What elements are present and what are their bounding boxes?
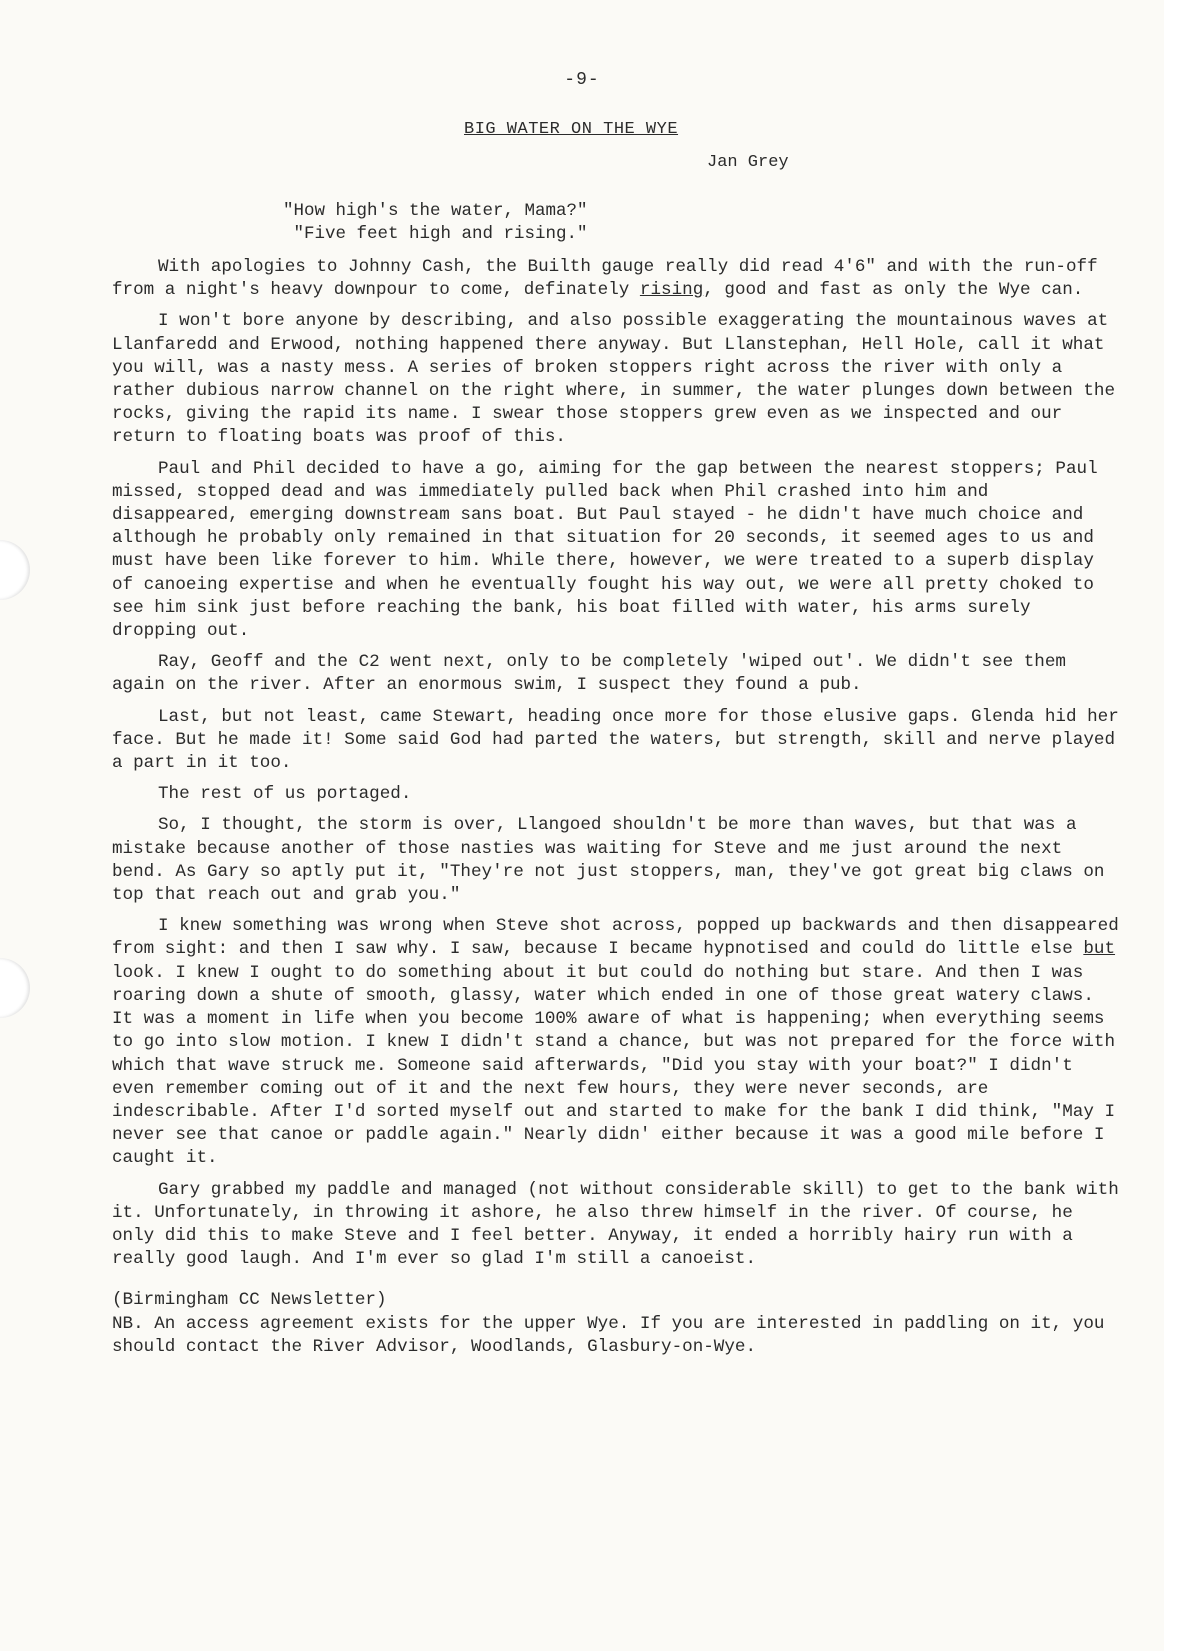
epigraph <box>283 200 588 246</box>
punch-hole-lower <box>0 958 30 1018</box>
paragraph-1-text-a: With apologies to Johnny Cash, the Builth gauge really did read 4'6" and with the run-off from a night's heavy downpour to come, definately <box>112 257 1098 301</box>
punch-hole-upper <box>0 540 30 600</box>
paragraph-3: Paul and Phil decided to have a go, aiming for the gap between the nearest stoppers; Paul missed, stopped dead and was immediately pulled back when Phil crashed into him and disappeared, emerging downstream sans boat. But Paul stayed - he didn't have much choice and although he probably only remained in that situation for 20 seconds, it seemed ages to us and must have been like forever to him. While there, however, we were treated to a superb display of canoeing expertise and when he eventually fought his way out, we were all pretty choked to see him sink just before reaching the bank, his boat filled with water, his arms surely dropping out. <box>112 458 1098 642</box>
paragraph-5: Last, but not least, came Stewart, heading once more for those elusive gaps. Glenda hid her face. But he made it! Some said God had parted the waters, but strength, skill and nerve played a part in it too. <box>112 706 1119 774</box>
article-body <box>112 256 1122 1367</box>
epigraph-line-2: "Five feet high and rising." <box>283 224 588 244</box>
paragraph-1 <box>112 256 1122 302</box>
paragraph-8-underlined: but <box>1083 939 1116 960</box>
paragraph-8 <box>112 915 1122 1170</box>
paragraph-7: So, I thought, the storm is over, Llangoed shouldn't be more than waves, but that was a mistake because another of those nasties was waiting for Steve and me just around the next bend. As Gary so aptly put it, "They're not just stoppers, man, they've got great big claws on top that reach out and grab you." <box>112 815 1105 906</box>
epigraph-line-1: "How high's the water, Mama?" <box>283 201 588 221</box>
paragraph-1-underlined: rising <box>639 280 704 301</box>
paragraph-6: The rest of us portaged. <box>158 784 412 805</box>
page-number: -9- <box>564 70 600 90</box>
paragraph-8-text-b: look. I knew I ought to do something about it but could do nothing but stare. And then I was roaring down a shute of smooth, glassy, water which ended in one of those great watery claws. It was a moment in life when you become 100% aware of what is happening; when everything seems to go into slow motion. I knew I didn't stand a chance, but was not prepared for the force with which that wave struck me. Someone said afterwards, "Did you stay with your boat?" I didn't even remember coming out of it and the next few hours, they were never seconds, are indescribable. After I'd sorted myself out and started to make for the bank I did think, "May I never see that canoe or paddle again." Nearly didn' either because it was a good mile before I caught it. <box>112 962 1116 1169</box>
article-title: BIG WATER ON THE WYE <box>464 120 679 139</box>
paragraph-1-text-b: , good and fast as only the Wye can. <box>703 280 1084 301</box>
access-note: NB. An access agreement exists for the upper Wye. If you are interested in paddling on it, you should contact the River Advisor, Woodlands, Glasbury-on-Wye. <box>112 1313 1105 1357</box>
source-note: (Birmingham CC Newsletter) <box>112 1290 387 1311</box>
paragraph-2: I won't bore anyone by describing, and also possible exaggerating the mountainous waves at Llanfaredd and Erwood, nothing happened there anyway. But Llanstephan, Hell Hole, call it what you will, was a nasty mess. A series of broken stoppers right across the river with only a rather dubious narrow channel on the right where, in summer, the water plunges down between the rocks, giving the rapid its name. I swear those stoppers grew even as we inspected and our return to floating boats was proof of this. <box>112 311 1116 448</box>
paragraph-8-text-a: I knew something was wrong when Steve shot across, popped up backwards and then disappeared from sight: and then I saw why. I saw, because I became hypnotised and could do little else <box>112 916 1119 960</box>
scan-margin <box>1164 0 1200 1651</box>
paragraph-4: Ray, Geoff and the C2 went next, only to be completely 'wiped out'. We didn't see them again on the river. After an enormous swim, I suspect they found a pub. <box>112 652 1066 696</box>
article-author: Jan Grey <box>707 153 789 172</box>
paragraph-9: Gary grabbed my paddle and managed (not without considerable skill) to get to the bank with it. Unfortunately, in throwing it ashore, he also threw himself in the river. Of course, he only did this to make Steve and I feel better. Anyway, it ended a horribly hairy run with a really good laugh. And I'm ever so glad I'm still a canoeist. <box>112 1179 1119 1270</box>
